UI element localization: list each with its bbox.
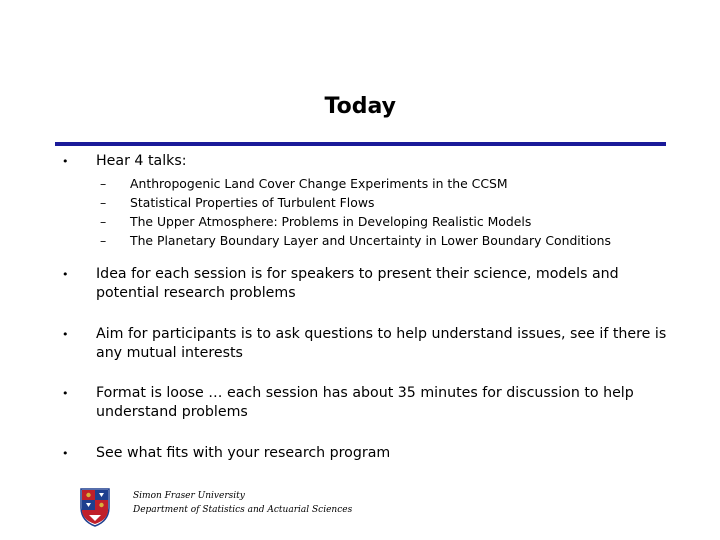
list-item — [100, 193, 660, 212]
university-crest-icon — [79, 487, 111, 527]
dash-icon: – — [100, 176, 107, 191]
list-item — [100, 174, 660, 193]
bullet-icon: • — [62, 155, 69, 168]
bullet-format: Format is loose … each session has about 35 minutes for discussion to help understand problems — [96, 385, 634, 420]
talk-title: Anthropogenic Land Cover Change Experiments in the CCSM — [130, 176, 508, 191]
talk-title: The Planetary Boundary Layer and Uncertainty in Lower Boundary Conditions — [130, 233, 611, 248]
dash-icon: – — [100, 233, 107, 248]
bullet-session-idea: Idea for each session is for speakers to present their science, models and potential research problems — [96, 266, 619, 301]
bullet-icon: • — [62, 328, 69, 341]
bullet-research-fit: See what fits with your research program — [96, 445, 391, 461]
title-underline — [55, 142, 666, 146]
dash-icon: – — [100, 214, 107, 229]
talk-title: Statistical Properties of Turbulent Flows — [130, 195, 375, 210]
bullet-hear-talks: Hear 4 talks: — [96, 153, 187, 169]
list-item — [100, 231, 660, 250]
bullet-icon: • — [62, 268, 69, 281]
dash-icon: – — [100, 195, 107, 210]
footer-university: Simon Fraser University — [133, 491, 245, 501]
talk-list — [100, 174, 660, 250]
bullet-icon: • — [62, 387, 69, 400]
bullet-participant-aim: Aim for participants is to ask questions to help understand issues, see if there is any mutual interests — [96, 326, 667, 361]
footer-department: Department of Statistics and Actuarial Sciences — [133, 505, 353, 515]
list-item — [100, 212, 660, 231]
slide-title: Today — [324, 94, 396, 119]
bullet-icon: • — [62, 447, 69, 460]
talk-title: The Upper Atmosphere: Problems in Developing Realistic Models — [130, 214, 532, 229]
